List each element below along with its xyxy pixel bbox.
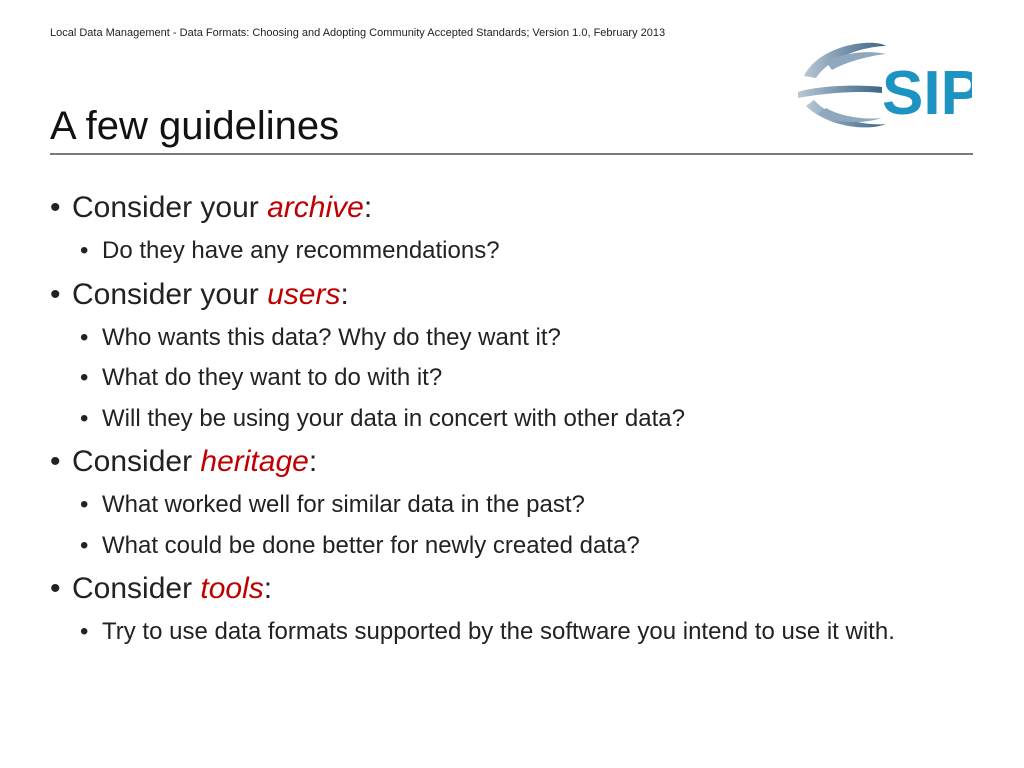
sub-bullet-text: Will they be using your data in concert with other data? xyxy=(102,404,685,432)
bullet-keyword: tools xyxy=(200,572,264,605)
sub-bullet-item xyxy=(80,526,980,567)
bullet-keyword: users xyxy=(267,277,341,311)
bullet-text xyxy=(72,439,317,485)
bullet-suffix: : xyxy=(340,277,349,311)
bullet-prefix: Consider xyxy=(72,445,201,478)
sub-bullet-marker: • xyxy=(80,491,89,518)
slide-title: A few guidelines xyxy=(50,104,340,148)
bullet-keyword: heritage xyxy=(200,445,309,478)
bullet-line xyxy=(50,272,980,318)
bullet-marker: • xyxy=(50,191,61,224)
sub-bullet-text: Try to use data formats supported by the software you intend to use it with. xyxy=(102,618,895,645)
bullet-prefix: Consider xyxy=(72,572,201,605)
bullet-marker: • xyxy=(50,277,61,311)
bullet-suffix: : xyxy=(308,445,318,478)
sub-bullet-text: What do they want to do with it? xyxy=(102,364,443,391)
bullet-line xyxy=(50,439,980,485)
bullet-suffix: : xyxy=(363,191,373,224)
sub-bullet-marker: • xyxy=(80,237,89,264)
sub-bullet-marker: • xyxy=(80,618,89,645)
bullet-list xyxy=(50,185,980,653)
sub-bullet-marker: • xyxy=(80,364,89,391)
bullet-item xyxy=(50,566,980,653)
sub-bullet-item xyxy=(80,612,980,653)
esip-logo xyxy=(796,34,972,136)
bullet-item xyxy=(50,439,980,566)
logo-text: SIP xyxy=(882,59,972,128)
sub-bullet-list xyxy=(80,231,980,272)
bullet-marker: • xyxy=(50,445,61,478)
bullet-text xyxy=(72,272,349,318)
bullet-text xyxy=(72,566,272,612)
header-text: Local Data Management - Data Formats: Choosing and Adopting Community Accepted Standards; Version 1.0, February 2013 xyxy=(50,27,666,39)
sub-bullet-item xyxy=(80,358,980,399)
bullet-prefix: Consider your xyxy=(72,277,268,311)
sub-bullet-item xyxy=(80,318,980,359)
bullet-marker: • xyxy=(50,572,61,605)
bullet-suffix: : xyxy=(263,572,273,605)
sub-bullet-item xyxy=(80,231,980,272)
sub-bullet-marker: • xyxy=(80,404,89,432)
sub-bullet-list xyxy=(80,318,980,440)
bullet-item xyxy=(50,272,980,440)
title-divider xyxy=(50,153,973,155)
sub-bullet-text: Who wants this data? Why do they want it? xyxy=(102,323,561,351)
sub-bullet-text: What could be done better for newly created data? xyxy=(102,531,640,559)
bullet-item xyxy=(50,185,980,272)
bullet-text xyxy=(72,185,372,231)
sub-bullet-list xyxy=(80,485,980,566)
sub-bullet-marker: • xyxy=(80,323,89,351)
sub-bullet-item xyxy=(80,399,980,440)
sub-bullet-text: What worked well for similar data in the past? xyxy=(102,491,585,518)
sub-bullet-marker: • xyxy=(80,531,89,559)
sub-bullet-text: Do they have any recommendations? xyxy=(102,237,500,264)
sub-bullet-item xyxy=(80,485,980,526)
bullet-prefix: Consider your xyxy=(72,191,268,224)
bullet-keyword: archive xyxy=(267,191,364,224)
sub-bullet-list xyxy=(80,612,980,653)
bullet-line xyxy=(50,566,980,612)
bullet-line xyxy=(50,185,980,231)
